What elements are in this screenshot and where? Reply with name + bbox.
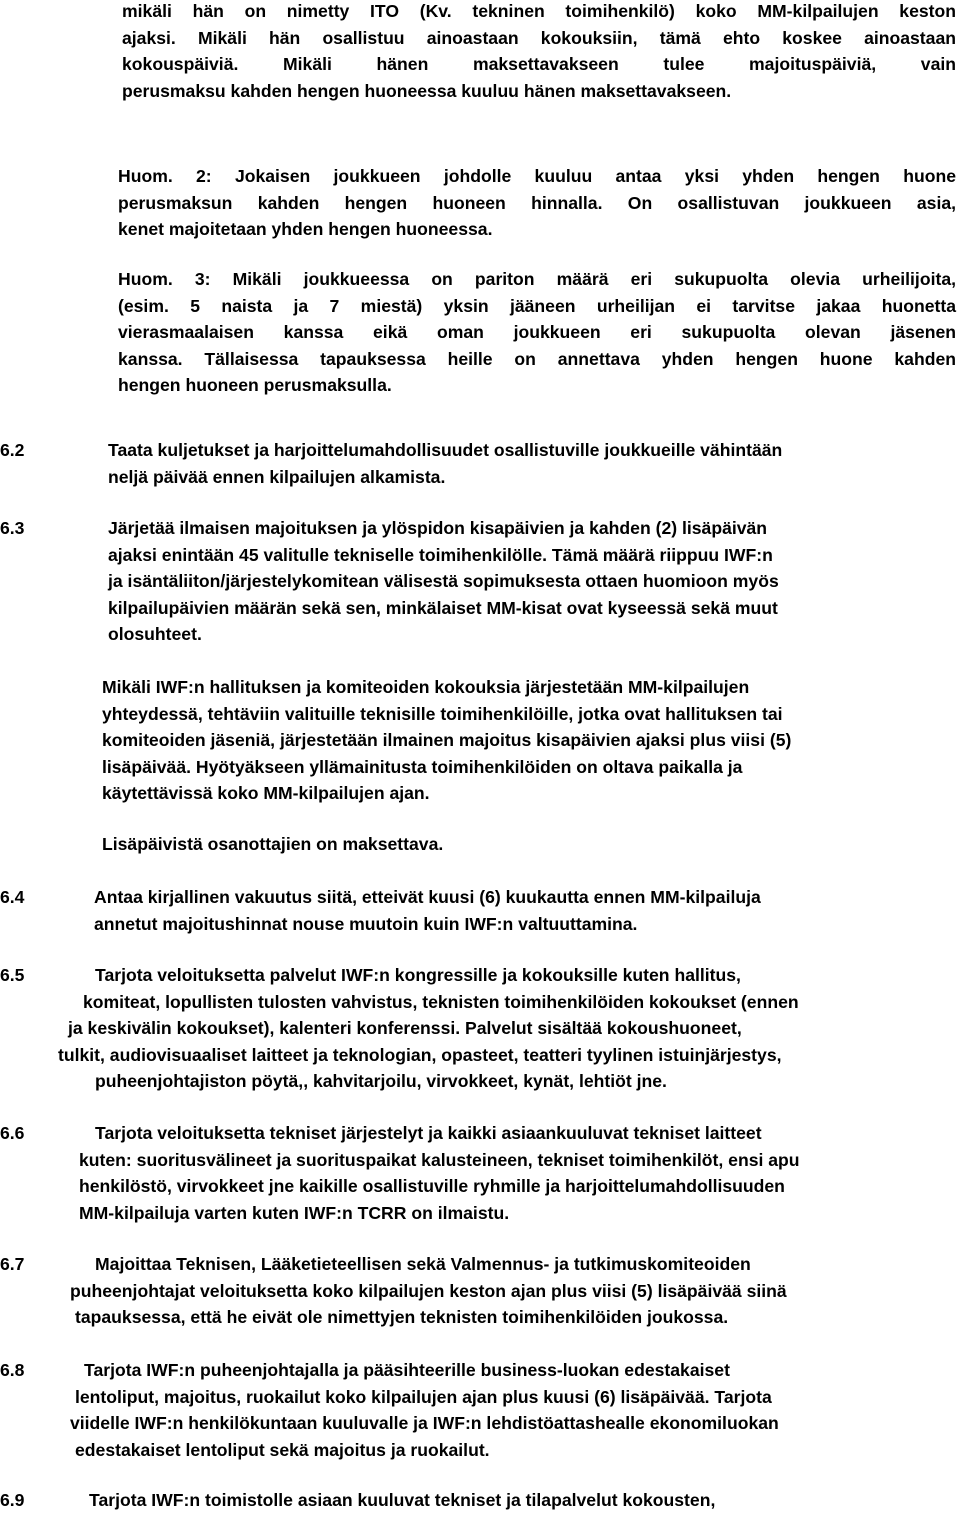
section-line: edestakaiset lentoliput sekä majoitus ja ruokailut.	[75, 1439, 490, 1460]
section-6-7-text	[0, 1251, 955, 1331]
section-line: neljä päivää ennen kilpailujen alkamista.	[108, 466, 446, 487]
section-line: ja isäntäliiton/järjestelykomitean välisestä sopimuksesta ottaen huomioon myös	[108, 571, 779, 591]
section-6-3-paragraph-2	[102, 674, 952, 807]
section-line: yhteydessä, tehtäviin valituille teknisille toimihenkilöille, jotka ovat hallituksen tai	[102, 703, 783, 724]
section-line: kilpailupäivien määrän sekä sen, minkälaiset MM-kisat ovat kyseessä sekä muut	[108, 597, 778, 618]
section-number: 6.8	[0, 1360, 25, 1380]
section-line: lisäpäivää. Hyötyäkseen yllämainitusta toimihenkilöiden on oltava paikalla ja	[102, 756, 743, 777]
section-6-9-text	[89, 1487, 949, 1514]
section-number: 6.6	[0, 1123, 25, 1143]
section-line: tapauksessa, että he eivät ole nimettyjen teknisten toimihenkilöiden joukossa.	[75, 1307, 729, 1327]
section-line: tulkit, audiovisuaaliset laitteet ja teknologian, opasteet, teatteri tyylinen istuinjärjestys,	[58, 1044, 782, 1065]
section-line: viidelle IWF:n henkilökuntaan kuuluvalle ja IWF:n lehdistöattashealle ekonomiluokan	[70, 1413, 779, 1433]
intro-line: kokouspäiviä. Mikäli hänen maksettavakseen tulee majoituspäiviä, vain	[122, 54, 956, 74]
note-line: vierasmaalaisen kanssa eikä oman joukkueen eri sukupuolta olevan jäsenen	[118, 322, 956, 342]
section-line: ajaksi enintään 45 valitulle tekniselle toimihenkilölle. Tämä määrä riippuu IWF:n	[108, 544, 773, 565]
note-line: kanssa. Tällaisessa tapauksessa heille on annettava yhden hengen huone kahden	[118, 348, 956, 369]
intro-line: mikäli hän on nimetty ITO (Kv. tekninen toimihenkilö) koko MM-kilpailujen keston	[122, 1, 956, 21]
note-line: perusmaksun kahden hengen huoneen hinnalla. On osallistuvan joukkueen asia,	[118, 192, 956, 213]
note-line: (esim. 5 naista ja 7 miestä) yksin jääneen urheilijan ei tarvitse jakaa huonetta	[118, 295, 956, 316]
note-line: Huom. 3: Mikäli joukkueessa on pariton määrä eri sukupuolta olevia urheilijoita,	[118, 269, 956, 289]
section-6-3-paragraph-3	[102, 831, 952, 858]
section-number: 6.9	[0, 1490, 25, 1510]
section-line: puheenjohtajiston pöytä,, kahvitarjoilu, virvokkeet, kynät, lehtiöt jne.	[95, 1071, 667, 1091]
section-line: Tarjota veloituksetta tekniset järjestelyt ja kaikki asiaankuuluvat tekniset laitteet	[95, 1123, 762, 1143]
section-6-4-text	[94, 884, 952, 937]
intro-line: ajaksi. Mikäli hän osallistuu ainoastaan kokouksiin, tämä ehto koskee ainoastaan	[122, 27, 956, 48]
note-line: hengen huoneen perusmaksulla.	[118, 375, 392, 395]
section-line: komiteat, lopullisten tulosten vahvistus, teknisten toimihenkilöiden kokoukset (ennen	[83, 991, 799, 1012]
section-6-6-text	[0, 1120, 955, 1226]
section-line: Tarjota IWF:n puheenjohtajalla ja pääsihteerille business-luokan edestakaiset	[84, 1360, 730, 1380]
section-line: Tarjota veloituksetta palvelut IWF:n kongressille ja kokouksille kuten hallitus,	[95, 965, 741, 985]
section-line: Tarjota IWF:n toimistolle asiaan kuuluvat tekniset ja tilapalvelut kokousten,	[89, 1490, 716, 1510]
section-number: 6.5	[0, 965, 25, 985]
section-line: kuten: suoritusvälineet ja suorituspaikat kalusteineen, tekniset toimihenkilöt, ensi apu	[79, 1149, 800, 1170]
note-line: Huom. 2: Jokaisen joukkueen johdolle kuuluu antaa yksi yhden hengen huone	[118, 166, 956, 186]
section-line: olosuhteet.	[108, 624, 202, 644]
section-line: henkilöstö, virvokkeet jne kaikille osallistuville ryhmille ja harjoittelumahdollisuuden	[79, 1176, 785, 1196]
section-line: puheenjohtajat veloituksetta koko kilpailujen keston ajan plus viisi (5) lisäpäivää siinä	[70, 1280, 787, 1301]
section-line: MM-kilpailuja varten kuten IWF:n TCRR on ilmaistu.	[79, 1202, 510, 1223]
section-6-3-text	[108, 515, 953, 648]
section-line: komiteoiden jäseniä, järjestetään ilmainen majoitus kisapäivien ajaksi plus viisi (5)	[102, 730, 792, 750]
section-number: 6.4	[0, 887, 25, 907]
section-6-2-text	[108, 437, 953, 490]
section-number: 6.3	[0, 518, 25, 538]
intro-line: perusmaksu kahden hengen huoneessa kuuluu hänen maksettavakseen.	[122, 80, 732, 101]
section-line: Taata kuljetukset ja harjoittelumahdollisuudet osallistuville joukkueille vähintään	[108, 440, 783, 460]
section-number: 6.2	[0, 440, 25, 460]
note-3	[118, 266, 956, 399]
section-line: Järjetää ilmaisen majoituksen ja ylöspidon kisapäivien ja kahden (2) lisäpäivän	[108, 518, 768, 538]
intro-paragraph	[122, 0, 956, 104]
section-line: käytettävissä koko MM-kilpailujen ajan.	[102, 783, 430, 803]
section-line: Majoittaa Teknisen, Lääketieteellisen sekä Valmennus- ja tutkimuskomiteoiden	[95, 1254, 751, 1274]
section-line: Lisäpäivistä osanottajien on maksettava.	[102, 834, 444, 854]
section-number: 6.7	[0, 1254, 25, 1274]
section-line: Antaa kirjallinen vakuutus siitä, etteivät kuusi (6) kuukautta ennen MM-kilpailuja	[94, 887, 761, 907]
section-line: Mikäli IWF:n hallituksen ja komiteoiden kokouksia järjestetään MM-kilpailujen	[102, 677, 750, 697]
note-line: kenet majoitetaan yhden hengen huoneessa.	[118, 219, 493, 239]
section-6-8-text	[0, 1357, 955, 1463]
section-6-5-text	[0, 962, 952, 1095]
section-line: lentoliput, majoitus, ruokailut koko kilpailujen ajan plus kuusi (6) lisäpäivää. Tarjota	[75, 1386, 772, 1407]
note-2	[118, 163, 956, 243]
section-line: annetut majoitushinnat nouse muutoin kuin IWF:n valtuuttamina.	[94, 913, 638, 934]
section-line: ja keskivälin kokoukset), kalenteri konferenssi. Palvelut sisältää kokoushuoneet,	[68, 1018, 742, 1038]
